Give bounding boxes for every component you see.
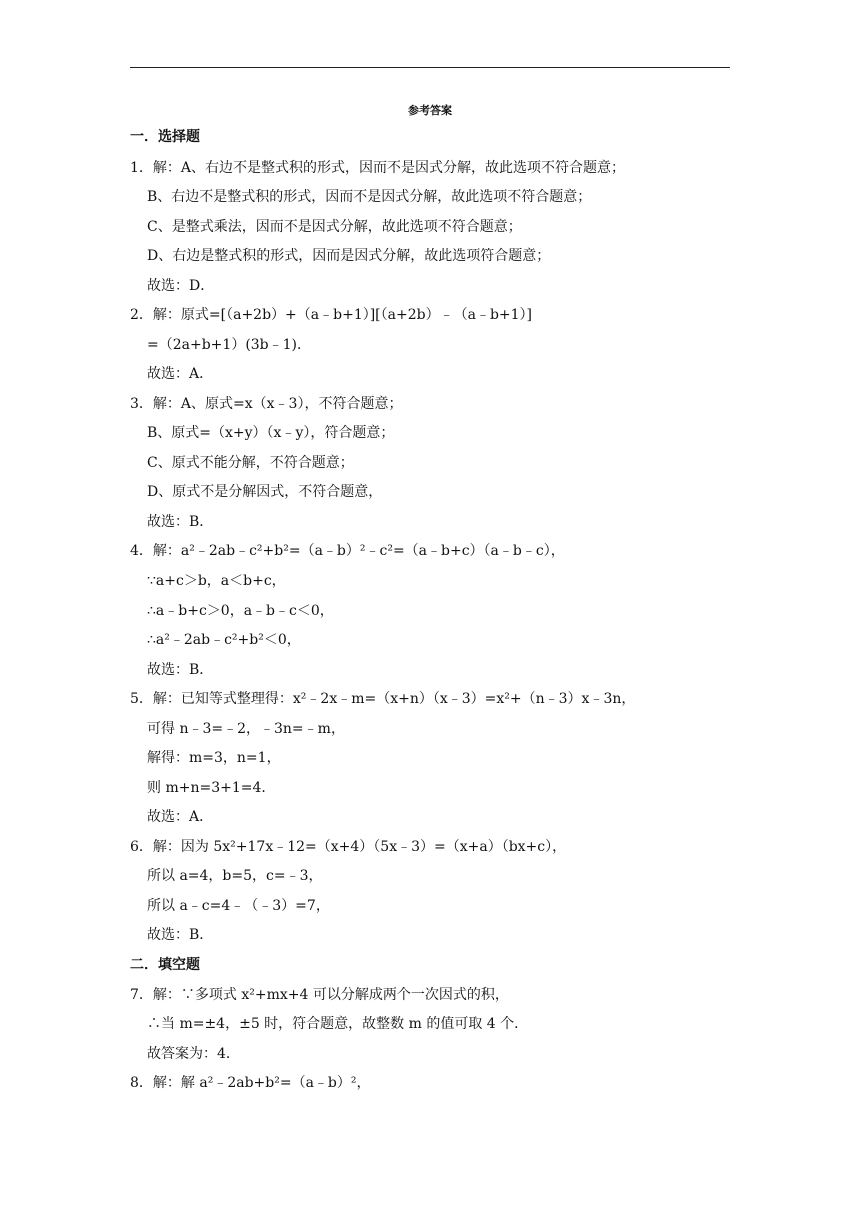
q3-line-1: 3．解：A、原式=x（x﹣3），不符合题意； (130, 396, 403, 412)
q8-line-1: 8．解：解 a²﹣2ab+b²=（a﹣b）²， (130, 1075, 371, 1091)
section-heading-choice: 一．选择题 (130, 129, 200, 145)
q5-line-4: 则 m+n=3+1=4． (147, 780, 276, 796)
q1-line-1: 1．解：A、右边不是整式积的形式，因而不是因式分解，故此选项不符合题意； (130, 160, 626, 176)
q1-line-4: D、右边是整式积的形式，因而是因式分解，故此选项符合题意； (147, 248, 551, 264)
q3-line-4: D、原式不是分解因式，不符合题意， (147, 484, 383, 500)
q5-line-1: 5．解：已知等式整理得：x²﹣2x﹣m=（x+n）（x﹣3）=x²+（n﹣3）x﹣3n， (130, 691, 636, 707)
q6-line-4: 故选：B． (147, 927, 214, 943)
q5-line-3: 解得：m=3，n=1， (147, 750, 281, 766)
page-title: 参考答案 (408, 104, 452, 117)
q4-line-5: 故选：B． (147, 662, 214, 678)
q7-line-2: ∴当 m=±4，±5 时，符合题意，故整数 m 的值可取 4 个． (147, 1016, 529, 1032)
q4-line-2: ∵a+c＞b，a＜b+c， (147, 573, 286, 589)
q6-line-1: 6．解：因为 5x²+17x﹣12=（x+4）（5x﹣3）=（x+a）（bx+c）， (130, 839, 567, 855)
section-heading-fill: 二．填空题 (130, 957, 200, 973)
q5-line-2: 可得 n﹣3=﹣2，﹣3n=﹣m， (147, 721, 345, 737)
q6-line-2: 所以 a=4，b=5，c=﹣3， (147, 868, 323, 884)
q1-line-3: C、是整式乘法，因而不是因式分解，故此选项不符合题意； (147, 219, 522, 235)
q1-line-2: B、右边不是整式积的形式，因而不是因式分解，故此选项不符合题意； (147, 189, 592, 205)
q7-line-1: 7．解：∵多项式 x²+mx+4 可以分解成两个一次因式的积， (130, 987, 509, 1003)
q4-line-3: ∴a﹣b+c＞0，a﹣b﹣c＜0， (147, 603, 334, 619)
q4-line-4: ∴a²﹣2ab﹣c²+b²＜0， (147, 632, 301, 648)
q2-line-1: 2．解：原式=[（a+2b）+（a﹣b+1）][（a+2b）﹣（a﹣b+1）] (130, 307, 532, 323)
q2-line-3: 故选：A． (147, 366, 214, 382)
q2-line-2: =（2a+b+1）(3b﹣1)． (147, 337, 312, 353)
q3-line-2: B、原式=（x+y）（x﹣y），符合题意； (147, 425, 395, 441)
q1-line-5: 故选：D． (147, 278, 215, 294)
q4-line-1: 4．解：a²﹣2ab﹣c²+b²=（a﹣b）²﹣c²=（a﹣b+c）（a﹣b﹣c）， (130, 543, 565, 559)
header-rule (130, 67, 730, 68)
q7-line-3: 故答案为：4． (147, 1046, 240, 1062)
q5-line-5: 故选：A． (147, 809, 214, 825)
q3-line-3: C、原式不能分解，不符合题意； (147, 455, 354, 471)
q3-line-5: 故选：B． (147, 514, 214, 530)
q6-line-3: 所以 a﹣c=4﹣（﹣3）=7， (147, 898, 330, 914)
